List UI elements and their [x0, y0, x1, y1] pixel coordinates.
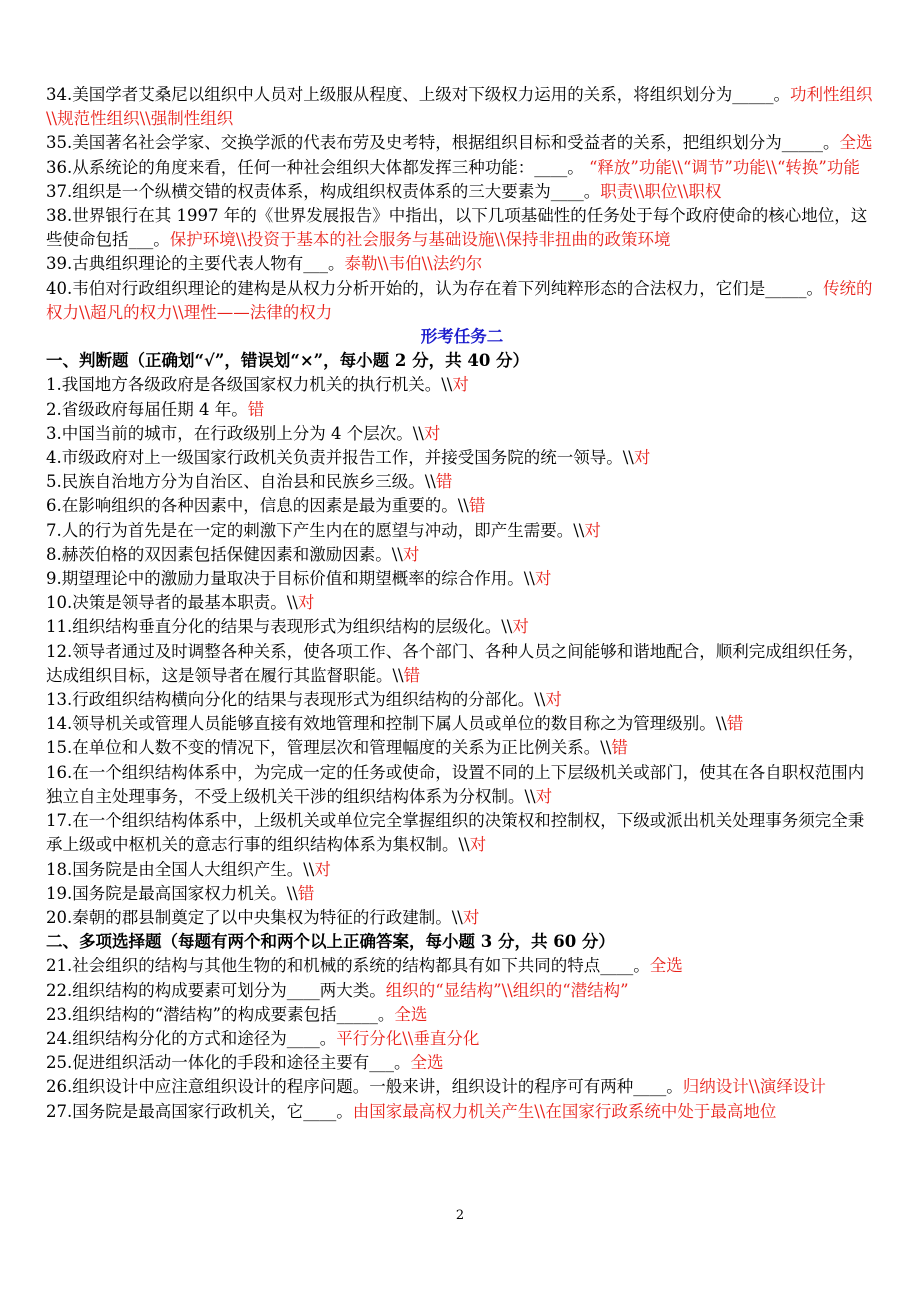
judge-item — [46, 470, 878, 494]
answer-text: 传统的权力\\超凡的权力\\理性——法律的权力 — [46, 278, 873, 322]
answer-text: 对 — [314, 859, 331, 879]
answer-text: 全选 — [394, 1004, 428, 1024]
judge-item — [46, 543, 878, 567]
answer-text: 对 — [423, 423, 441, 443]
judge-item — [46, 422, 878, 446]
answer-text: 对 — [535, 786, 553, 806]
judge-item — [46, 494, 878, 518]
answer-text: 对 — [512, 617, 529, 637]
question-text: 17.在一个组织结构体系中，上级机关或单位完全掌握组织的决策权和控制权，下级或派出机关处理事务须完全秉承上级或中枢机关的意志行事的组织结构体系为集权制。\\ — [46, 811, 865, 855]
question-item — [46, 131, 878, 155]
question-text: 20.秦朝的郡县制奠定了以中央集权为特征的行政建制。\\ — [46, 907, 463, 927]
judge-item — [46, 567, 878, 591]
answer-text: 错 — [726, 714, 744, 734]
judge-item — [46, 906, 878, 930]
question-text: 35.美国著名社会学家、交换学派的代表布劳及史考特，根据组织目标和受益者的关系，把组织划分为_____。 — [46, 133, 840, 153]
question-text: 27.国务院是最高国家行政机关，它____。 — [46, 1101, 353, 1121]
question-text: 11.组织结构垂直分化的结果与表现形式为组织结构的层级化。\\ — [46, 617, 513, 637]
question-text: 24.组织结构分化的方式和途径为____。 — [46, 1028, 337, 1048]
judge-item — [46, 640, 878, 688]
judge-heading: 一、判断题（正确划“√”，错误划“×”，每小题 2 分，共 40 分） — [46, 351, 530, 371]
document-page — [46, 83, 878, 1124]
answer-text: 对 — [584, 520, 601, 540]
answer-text: 错 — [297, 883, 315, 903]
question-text: 39.古典组织理论的主要代表人物有___。 — [46, 254, 345, 274]
judge-item — [46, 591, 878, 615]
answer-text: 错 — [611, 738, 628, 758]
judge-item — [46, 858, 878, 882]
question-text: 40.韦伯对行政组织理论的建构是从权力分析开始的，认为存在着下列纯粹形态的合法权力，它们是_____。 — [46, 278, 823, 298]
questions-34-40 — [46, 83, 878, 325]
question-item — [46, 277, 878, 325]
question-text: 25.促进组织活动一体化的手段和途径主要有___。 — [46, 1053, 411, 1073]
judge-item — [46, 398, 878, 422]
question-text: 3.中国当前的城市，在行政级别上分为 4 个层次。\\ — [46, 423, 424, 443]
multi-choice-item — [46, 1075, 878, 1099]
multi-choice-item — [46, 954, 878, 978]
question-text: 18.国务院是由全国人大组织产生。\\ — [46, 859, 315, 879]
answer-text: 错 — [403, 665, 421, 685]
question-text: 37.组织是一个纵横交错的权责体系，构成组织权责体系的三大要素为____。 — [46, 181, 601, 201]
multi-choice-item — [46, 979, 878, 1003]
multi-choice-item — [46, 1003, 878, 1027]
judge-item — [46, 712, 878, 736]
answer-text: 对 — [545, 690, 562, 710]
judge-item — [46, 373, 878, 397]
judge-item — [46, 736, 878, 760]
answer-text: 平行分化\\垂直分化 — [336, 1028, 480, 1048]
page-number: 2 — [455, 1208, 465, 1223]
question-text: 13.行政组织结构横向分化的结果与表现形式为组织结构的分部化。\\ — [46, 690, 546, 710]
judge-item — [46, 882, 878, 906]
answer-text: 职责\\职位\\职权 — [600, 181, 722, 201]
answer-text: “释放”功能\\“调节”功能\\“转换”功能 — [589, 157, 860, 177]
question-text: 5.民族自治地方分为自治区、自治县和民族乡三级。\\ — [46, 472, 436, 492]
answer-text: 对 — [402, 544, 420, 564]
judge-item — [46, 761, 878, 809]
question-text: 9.期望理论中的激励力量取决于目标价值和期望概率的综合作用。\\ — [46, 569, 535, 589]
question-text: 1.我国地方各级政府是各级国家权力机关的执行机关。\\ — [46, 375, 453, 395]
question-item — [46, 204, 878, 252]
answer-text: 由国家最高权力机关产生\\在国家行政系统中处于最高地位 — [352, 1101, 777, 1121]
answer-text: 功利性组织\\规范性组织\\强制性组织 — [46, 85, 873, 129]
question-text: 8.赫茨伯格的双因素包括保健因素和激励因素。\\ — [46, 544, 403, 564]
multi-choice-item — [46, 1027, 878, 1051]
judge-item — [46, 446, 878, 470]
question-text: 23.组织结构的“潜结构”的构成要素包括_____。 — [46, 1004, 395, 1024]
question-item — [46, 156, 878, 180]
multi-choice-item — [46, 1100, 878, 1124]
question-text: 14.领导机关或管理人员能够直接有效地管理和控制下属人员或单位的数目称之为管理级别。\\ — [46, 714, 727, 734]
question-text: 12.领导者通过及时调整各种关系，使各项工作、各个部门、各种人员之间能够和谐地配合，顺利完成组织任务，达成组织目标，这是领导者在履行其监督职能。\\ — [46, 641, 865, 685]
answer-text: 对 — [462, 907, 480, 927]
answer-text: 对 — [452, 375, 469, 395]
question-item — [46, 180, 878, 204]
question-text: 15.在单位和人数不变的情况下，管理层次和管理幅度的关系为正比例关系。\\ — [46, 738, 612, 758]
question-text: 2.省级政府每届任期 4 年。 — [46, 399, 248, 419]
judge-questions — [46, 373, 878, 930]
answer-text: 全选 — [649, 956, 683, 976]
question-text: 36.从系统论的角度来看，任何一种社会组织大体都发挥三种功能：____。 — [46, 157, 589, 177]
judge-item — [46, 519, 878, 543]
answer-text: 保护环境\\投资于基本的社会服务与基础设施\\保持非扭曲的政策环境 — [169, 230, 671, 250]
multi-choice-questions — [46, 954, 878, 1123]
question-text: 38.世界银行在其 1997 年的《世界发展报告》中指出，以下几项基础性的任务处于每个政府使命的核心地位，这些使命包括___。 — [46, 206, 868, 250]
answer-text: 归纳设计\\演绎设计 — [682, 1077, 826, 1097]
question-item — [46, 252, 878, 276]
answer-text: 全选 — [839, 133, 873, 153]
question-text: 22.组织结构的构成要素可划分为____两大类。 — [46, 980, 386, 1000]
question-text: 16.在一个组织结构体系中，为完成一定的任务或使命，设置不同的上下层级机关或部门，使其在各自职权范围内独立自主处理事务，不受上级机关干涉的组织结构体系为分权制。\\ — [46, 762, 865, 806]
question-text: 6.在影响组织的各种因素中，信息的因素是最为重要的。\\ — [46, 496, 469, 516]
answer-text: 泰勒\\韦伯\\法约尔 — [344, 254, 483, 274]
question-item — [46, 83, 878, 131]
answer-text: 组织的“显结构”\\组织的“潜结构” — [385, 980, 629, 1000]
judge-item — [46, 688, 878, 712]
answer-text: 错 — [435, 472, 453, 492]
answer-text: 对 — [469, 835, 487, 855]
answer-text: 对 — [297, 593, 315, 613]
question-text: 10.决策是领导者的最基本职责。\\ — [46, 593, 298, 613]
multi-heading: 二、多项选择题（每题有两个和两个以上正确答案，每小题 3 分，共 60 分） — [46, 932, 615, 952]
question-text: 21.社会组织的结构与其他生物的和机械的系统的结构都具有如下共同的特点____。 — [46, 956, 650, 976]
question-text: 26.组织设计中应注意组织设计的程序问题。一般来讲，组织设计的程序可有两种____。 — [46, 1077, 683, 1097]
judge-item — [46, 809, 878, 857]
question-text: 34.美国学者艾桑尼以组织中人员对上级服从程度、上级对下级权力运用的关系，将组织划分为_____。 — [46, 85, 790, 104]
answer-text: 对 — [534, 569, 552, 589]
question-text: 19.国务院是最高国家权力机关。\\ — [46, 883, 298, 903]
multi-choice-item — [46, 1051, 878, 1075]
answer-text: 对 — [633, 448, 651, 468]
answer-text: 错 — [247, 399, 265, 419]
question-text: 7.人的行为首先是在一定的刺激下产生内在的愿望与冲动，即产生需要。\\ — [46, 520, 585, 540]
judge-item — [46, 615, 878, 639]
question-text: 4.市级政府对上一级国家行政机关负责并报告工作，并接受国务院的统一领导。\\ — [46, 448, 634, 468]
answer-text: 全选 — [410, 1053, 444, 1073]
section-title: 形考任务二 — [420, 327, 504, 347]
answer-text: 错 — [468, 496, 486, 516]
